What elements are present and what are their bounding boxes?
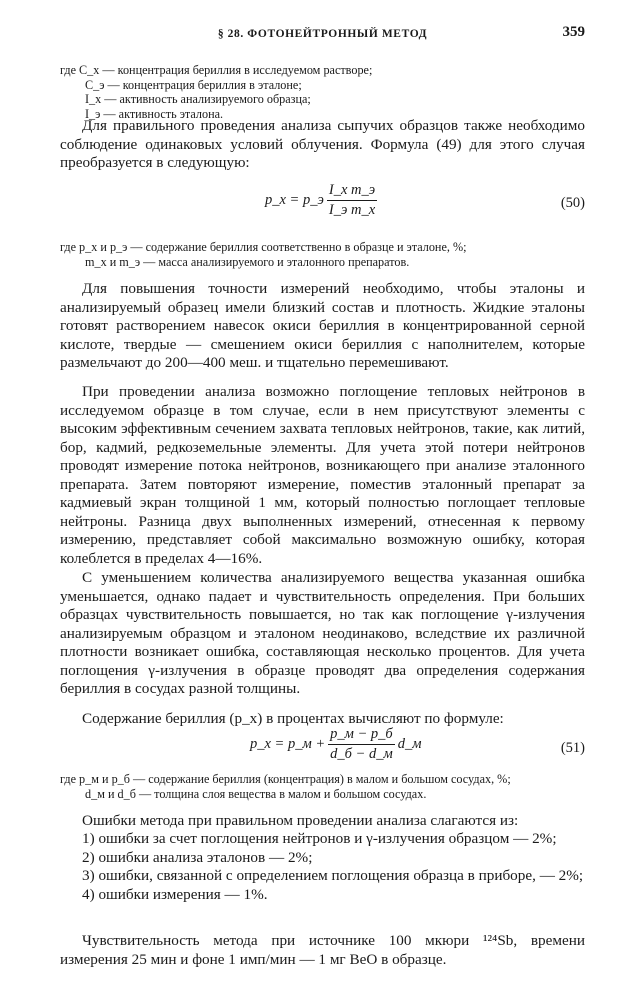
fraction — [328, 726, 395, 763]
definitions-formula-49 — [60, 63, 585, 121]
definition-line: где C_x — концентрация бериллия в исследуемом растворе; — [60, 63, 373, 77]
formula-lhs: p_x = p_э — [265, 192, 324, 208]
paragraph: При проведении анализа возможно поглощение тепловых нейтронов в исследуемом образце в том случае, если в нем присутствуют элементы с высоким эффективным сечением захвата тепловых нейтронов, такие, как литий, бор, кадмий, редкоземельные элементы. Для учета этой потери нейтронов проводят измерение потока нейтронов, возникающего при анализе эталонного препарата. Затем повторяют измерение, поместив эталонный препарат за кадмиевый экран толщиной 1 мм, который полностью поглощает тепловые нейтроны. Разница двух выполненных измерений, отнесенная к первому измерению, представляет собой максимально возможную ошибку, которая колеблется в пределах 4—16%. — [60, 383, 585, 567]
fraction-denominator: d_б − d_м — [330, 746, 393, 762]
formula-50 — [60, 178, 585, 234]
definitions-formula-51 — [60, 772, 585, 801]
list-item: 4) ошибки измерения — 1%. — [82, 885, 268, 903]
list-item: 2) ошибки анализа эталонов — 2%; — [82, 848, 313, 866]
definitions-formula-50 — [60, 240, 585, 269]
definition-line: I_x — активность анализируемого образца; — [85, 92, 311, 107]
section-title: § 28. ФОТОНЕЙТРОННЫЙ МЕТОД — [217, 28, 428, 40]
list-item: 1) ошибки за счет поглощения нейтронов и γ-излучения образцом — 2%; — [82, 830, 557, 847]
definition-line: I_э — активность эталона. — [85, 106, 224, 121]
running-header — [60, 24, 585, 44]
fraction-denominator: I_э m_x — [328, 202, 376, 218]
fraction — [327, 182, 377, 219]
fraction-numerator: p_м − p_б — [328, 726, 395, 745]
definition-line: где p_м и p_б — содержание бериллия (концентрация) в малом и большом сосудах, %; — [60, 772, 511, 786]
equation-number: (50) — [560, 195, 585, 211]
error-list — [60, 830, 585, 904]
paragraph: Чувствительность метода при источнике 100 мкюри ¹²⁴Sb, времени измерения 25 мин и фоне 1 имп/мин — 1 мг BeO в образце. — [60, 932, 585, 968]
definition-line: где p_x и p_э — содержание бериллия соответственно в образце и эталоне, %; — [60, 240, 467, 254]
definition-line: m_x и m_э — масса анализируемого и эталонного препаратов. — [85, 254, 410, 269]
paragraph: Для повышения точности измерений необходимо, чтобы эталоны и анализируемый образец имели близкий состав и плотность. Жидкие эталоны готовят растворением навесок окиси бериллия в концентрированной серной кислоте, твердые — смешением окиси бериллия с наполнителем, которые размельчают до 200—400 меш. и тщательно перемешивают. — [60, 280, 585, 371]
paragraph: Содержание бериллия (p_x) в процентах вычисляют по формуле: — [82, 710, 504, 727]
formula-rhs: d_м — [397, 736, 422, 752]
definition-line: C_э — концентрация бериллия в эталоне; — [85, 77, 302, 92]
list-item: 3) ошибки, связанной с определением поглощения образца в приборе, — 2%; — [82, 867, 584, 884]
paragraph: Для правильного проведения анализа сыпучих образцов также необходимо соблюдение одинаковых условий облучения. Формула (49) для этого случая преобразуется в следующую: — [60, 117, 585, 171]
formula-lhs: p_x = p_м + — [250, 736, 326, 752]
fraction-numerator: I_x m_э — [327, 182, 377, 201]
definition-line: d_м и d_б — толщина слоя вещества в малом и большом сосудах. — [85, 786, 427, 801]
equation-number: (51) — [560, 740, 585, 756]
paragraph: С уменьшением количества анализируемого вещества указанная ошибка уменьшается, однако падает и чувствительность определения. При больших образцах чувствительность повышается, но так как поглощение γ-излучения анализируемым образцом и эталоном неодинаково, вследствие их различной плотности возникает ошибка, составляющая несколько процентов. Для учета поглощения γ-излучения в образце проводят два определения содержания бериллия в сосудах разной толщины. — [60, 569, 585, 697]
paragraph: Ошибки метода при правильном проведении анализа слагаются из: — [82, 812, 519, 829]
page-number: 359 — [562, 24, 585, 40]
formula-51 — [60, 720, 585, 776]
